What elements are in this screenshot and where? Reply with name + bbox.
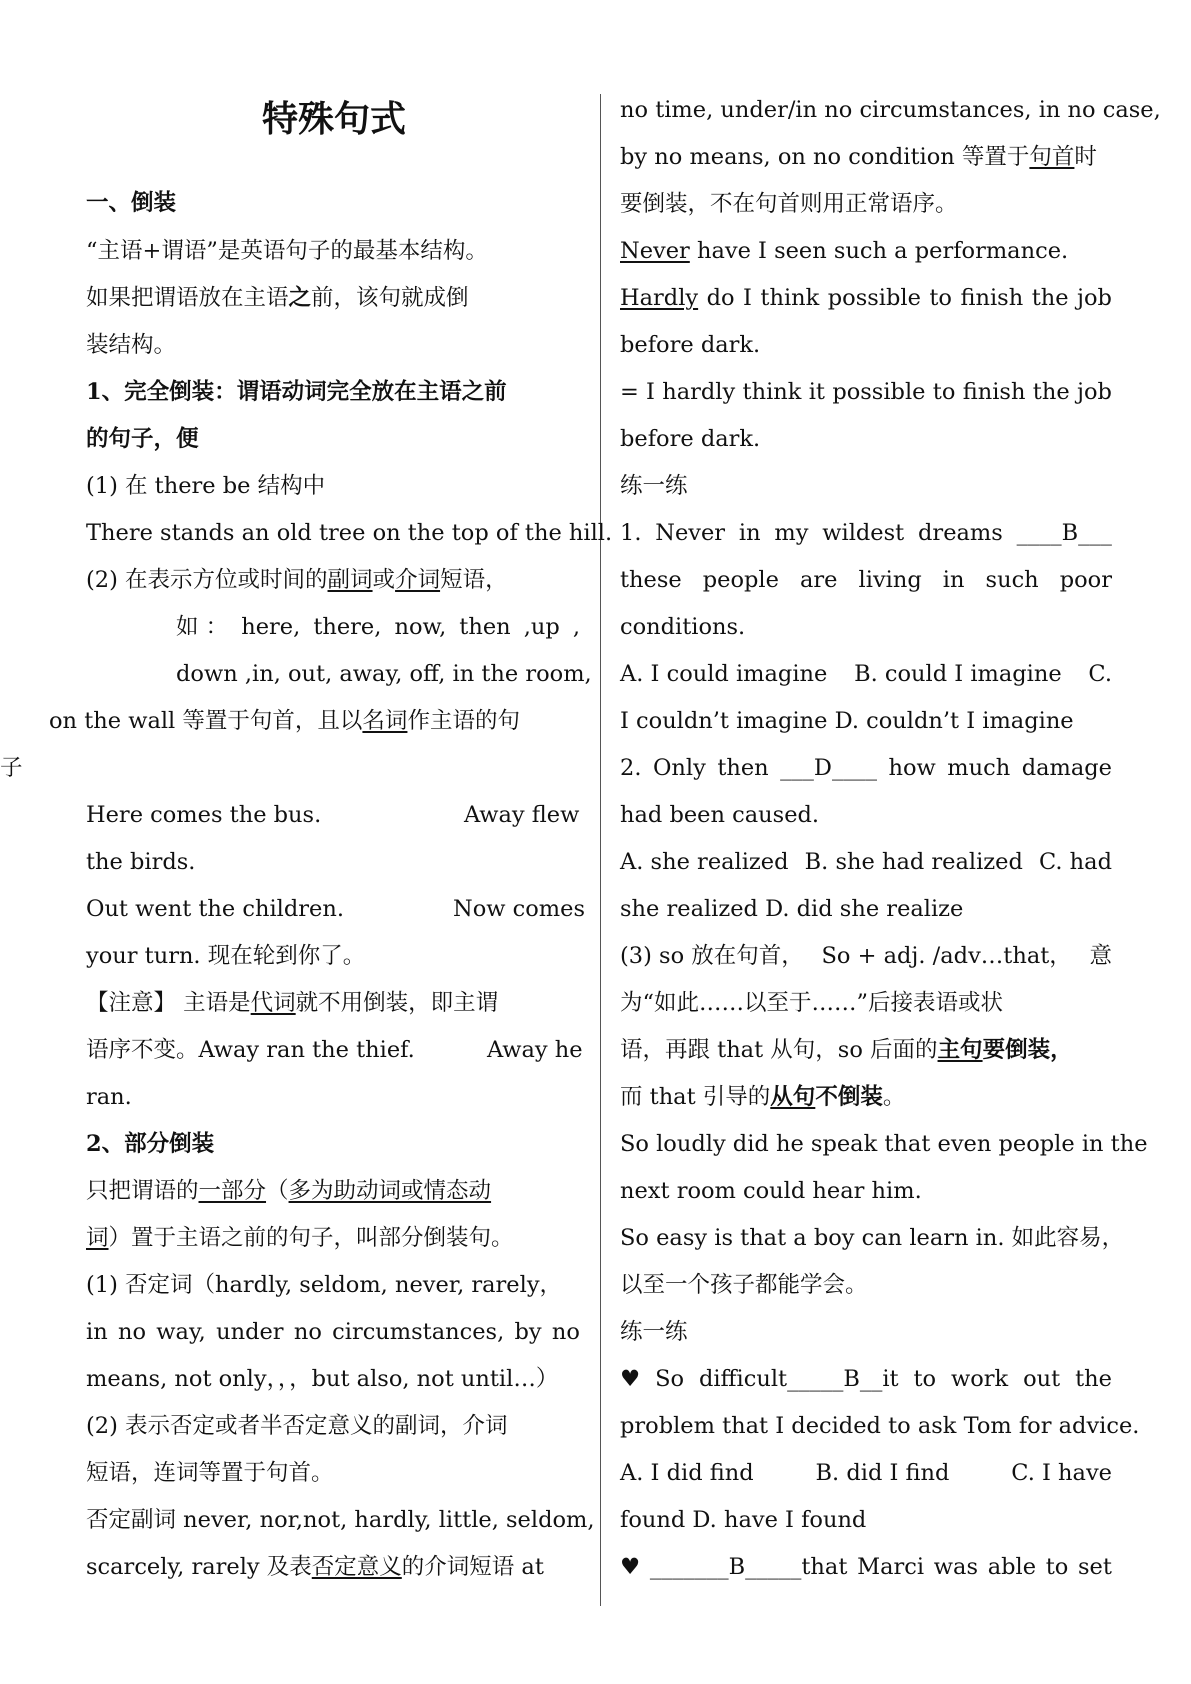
example-sentence: Now comes bbox=[453, 896, 585, 922]
subheading: 的句子，便 bbox=[86, 426, 199, 452]
example-sentence: Never have I seen such a performance. bbox=[620, 238, 1069, 264]
question: these people are living in such poor bbox=[620, 567, 1112, 593]
rule-text: no time, under/in no circumstances, in no case, bbox=[620, 97, 1161, 123]
question: problem that I decided to ask Tom for advice. bbox=[620, 1413, 1140, 1439]
rule-item: (2) 表示否定或者半否定意义的副词，介词 bbox=[86, 1413, 508, 1439]
rule-item: 语，再跟 that 从句，so 后面的主句要倒装， bbox=[620, 1037, 1073, 1063]
note: 语序不变。Away ran the thief. bbox=[86, 1037, 415, 1063]
question: ♥ So difficult_____B__it to work out the bbox=[620, 1366, 1112, 1392]
example-sentence: your turn. 现在轮到你了。 bbox=[86, 943, 366, 969]
subheading: 1、完全倒装：谓语动词完全放在主语之前 bbox=[86, 379, 507, 405]
example-sentence: Out went the children. bbox=[86, 896, 344, 922]
question: had been caused. bbox=[620, 802, 820, 828]
practice-heading: 练一练 bbox=[620, 473, 688, 499]
rule-item: (3) so 放在句首， So + adj. /adv…that， 意 bbox=[620, 943, 1112, 969]
practice-heading: 练一练 bbox=[620, 1319, 688, 1345]
rule-text: by no means, on no condition 等置于句首时 bbox=[620, 144, 1097, 170]
example-sentence: Away flew bbox=[464, 802, 580, 828]
rule-item: (1) 在 there be 结构中 bbox=[86, 473, 326, 499]
rule-item: on the wall 等置于句首，且以名词作主语的句 bbox=[49, 708, 520, 734]
rule-item: 而 that 引导的从句不倒装。 bbox=[620, 1084, 906, 1110]
answer-options: I couldn’t imagine D. couldn’t I imagine bbox=[620, 708, 1074, 734]
note: ran. bbox=[86, 1084, 132, 1110]
rule-item: 子 bbox=[0, 755, 23, 781]
section-heading: 一、倒装 bbox=[86, 190, 177, 216]
rule-item: 否定副词 never, nor,not, hardly, little, seldom, bbox=[86, 1507, 595, 1533]
rule-text: 词）置于主语之前的句子，叫部分倒装句。 bbox=[86, 1225, 514, 1251]
example-sentence: the birds. bbox=[86, 849, 196, 875]
note: 【注意】 主语是代词就不用倒装，即主谓 bbox=[86, 990, 499, 1016]
rule-item: in no way, under no circumstances, by no bbox=[86, 1319, 580, 1345]
word-list: down ,in, out, away, off, in the room, bbox=[176, 661, 592, 687]
answer-options: A. I did find B. did I find C. I have bbox=[620, 1460, 1112, 1486]
rule-text: 要倒装，不在句首则用正常语序。 bbox=[620, 191, 958, 217]
example-sentence: Here comes the bus. bbox=[86, 802, 322, 828]
answer-options: A. she realized B. she had realized C. had bbox=[620, 849, 1112, 875]
example-sentence: before dark. bbox=[620, 332, 761, 358]
subheading: 2、部分倒装 bbox=[86, 1131, 215, 1157]
rule-item: (1) 否定词（hardly, seldom, never, rarely， bbox=[86, 1272, 563, 1298]
example-sentence: There stands an old tree on the top of the hill. bbox=[86, 520, 613, 546]
example-sentence: = I hardly think it possible to finish the job bbox=[620, 379, 1112, 405]
question: 2. Only then ___D____ how much damage bbox=[620, 755, 1112, 781]
intro-line: 装结构。 bbox=[86, 332, 177, 358]
example-sentence: 以至一个孩子都能学会。 bbox=[620, 1272, 868, 1298]
rule-item: means, not only，，，but also, not until…） bbox=[86, 1366, 559, 1392]
question: conditions. bbox=[620, 614, 746, 640]
answer-options: A. I could imagine B. could I imagine C. bbox=[620, 661, 1112, 687]
rule-item: 短语，连词等置于句首。 bbox=[86, 1460, 334, 1486]
example-sentence: next room could hear him. bbox=[620, 1178, 922, 1204]
example-sentence: So loudly did he speak that even people in the bbox=[620, 1131, 1148, 1157]
rule-item: scarcely, rarely 及表否定意义的介词短语 at bbox=[86, 1554, 544, 1580]
rule-text: 只把谓语的一部分（多为助动词或情态动 bbox=[86, 1178, 492, 1204]
question: 1. Never in my wildest dreams ____B___ bbox=[620, 520, 1112, 546]
rule-item: (2) 在表示方位或时间的副词或介词短语， bbox=[86, 567, 508, 593]
page-title: 特殊句式 bbox=[262, 98, 407, 140]
answer-options: she realized D. did she realize bbox=[620, 896, 964, 922]
rule-item: 为“如此……以至于……”后接表语或状 bbox=[620, 990, 1004, 1016]
note: Away he bbox=[487, 1037, 583, 1063]
intro-line: 如果把谓语放在主语之前，该句就成倒 bbox=[86, 285, 469, 311]
question: ♥ _______B_____that Marci was able to set bbox=[620, 1554, 1112, 1580]
example-sentence: So easy is that a boy can learn in. 如此容易， bbox=[620, 1225, 1125, 1251]
answer-options: found D. have I found bbox=[620, 1507, 867, 1533]
column-divider bbox=[600, 94, 601, 1606]
example-sentence: before dark. bbox=[620, 426, 761, 452]
intro-line: “主语+谓语”是英语句子的最基本结构。 bbox=[86, 238, 488, 264]
example-sentence: Hardly do I think possible to finish the job bbox=[620, 285, 1112, 311]
word-list: 如 ： here, there, now, then ,up , bbox=[176, 614, 580, 640]
